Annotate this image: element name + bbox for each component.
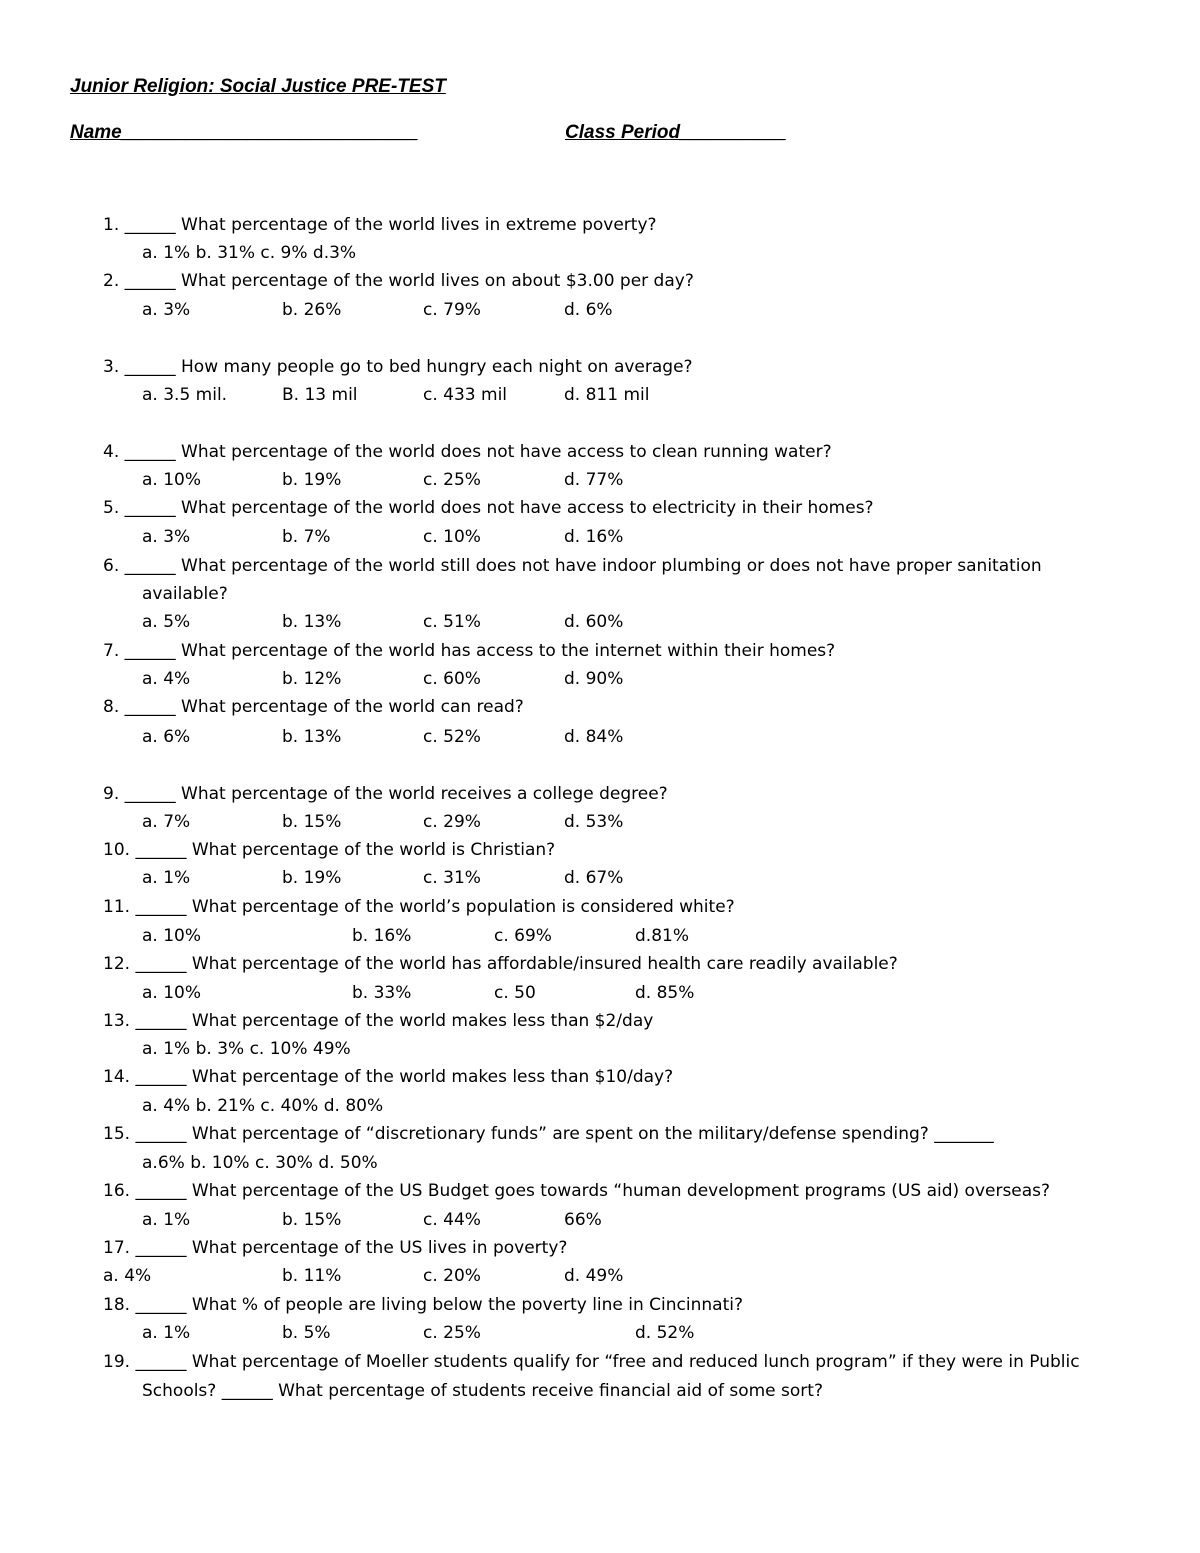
question-17: 17. ______ What percentage of the US lives in poverty? bbox=[103, 1238, 568, 1258]
q17-option-c: c. 20% bbox=[423, 1266, 481, 1286]
q2-option-d: d. 6% bbox=[564, 300, 613, 320]
q11-option-a: a. 10% bbox=[142, 926, 202, 946]
q17-option-b: b. 11% bbox=[282, 1266, 342, 1286]
q16-option-d: 66% bbox=[564, 1210, 602, 1230]
question-13: 13. ______ What percentage of the world makes less than $2/day bbox=[103, 1011, 654, 1031]
q3-option-d: d. 811 mil bbox=[564, 385, 650, 405]
question-19-continued: Schools? ______ What percentage of students receive financial aid of some sort? bbox=[142, 1381, 823, 1401]
q6-option-d: d. 60% bbox=[564, 612, 624, 632]
q8-option-d: d. 84% bbox=[564, 727, 624, 747]
question-1: 1. ______ What percentage of the world lives in extreme poverty? bbox=[103, 215, 657, 235]
class-period-field[interactable]: Class Period__________ bbox=[565, 122, 786, 143]
page-title: Junior Religion: Social Justice PRE-TEST bbox=[70, 76, 446, 97]
q7-option-c: c. 60% bbox=[423, 669, 481, 689]
name-field[interactable]: Name____________________________ bbox=[70, 122, 418, 143]
q9-option-d: d. 53% bbox=[564, 812, 624, 832]
q8-option-b: b. 13% bbox=[282, 727, 342, 747]
q12-option-c: c. 50 bbox=[494, 983, 536, 1003]
q16-option-b: b. 15% bbox=[282, 1210, 342, 1230]
q12-option-d: d. 85% bbox=[635, 983, 695, 1003]
q18-option-b: b. 5% bbox=[282, 1323, 331, 1343]
q5-option-a: a. 3% bbox=[142, 527, 191, 547]
q18-option-c: c. 25% bbox=[423, 1323, 481, 1343]
q9-option-b: b. 15% bbox=[282, 812, 342, 832]
question-2: 2. ______ What percentage of the world lives on about $3.00 per day? bbox=[103, 271, 694, 291]
q8-option-a: a. 6% bbox=[142, 727, 191, 747]
q5-option-d: d. 16% bbox=[564, 527, 624, 547]
q5-option-b: b. 7% bbox=[282, 527, 331, 547]
q2-option-a: a. 3% bbox=[142, 300, 191, 320]
question-16: 16. ______ What percentage of the US Budget goes towards “human development programs (US aid) overseas? bbox=[103, 1181, 1051, 1201]
q11-option-b: b. 16% bbox=[352, 926, 412, 946]
q5-option-c: c. 10% bbox=[423, 527, 481, 547]
question-1-options: a. 1% b. 31% c. 9% d.3% bbox=[142, 243, 357, 263]
question-3: 3. ______ How many people go to bed hungry each night on average? bbox=[103, 357, 693, 377]
question-14: 14. ______ What percentage of the world makes less than $10/day? bbox=[103, 1067, 674, 1087]
q17-option-d: d. 49% bbox=[564, 1266, 624, 1286]
question-6-continued: available? bbox=[142, 584, 228, 604]
q2-option-c: c. 79% bbox=[423, 300, 481, 320]
q4-option-c: c. 25% bbox=[423, 470, 481, 490]
question-4: 4. ______ What percentage of the world does not have access to clean running water? bbox=[103, 442, 832, 462]
q11-option-c: c. 69% bbox=[494, 926, 552, 946]
question-15: 15. ______ What percentage of “discretionary funds” are spent on the military/defense spending? _______ bbox=[103, 1124, 994, 1144]
q2-option-b: b. 26% bbox=[282, 300, 342, 320]
question-18: 18. ______ What % of people are living below the poverty line in Cincinnati? bbox=[103, 1295, 743, 1315]
question-13-options: a. 1% b. 3% c. 10% 49% bbox=[142, 1039, 351, 1059]
question-7: 7. ______ What percentage of the world has access to the internet within their homes? bbox=[103, 641, 836, 661]
q18-option-a: a. 1% bbox=[142, 1323, 191, 1343]
q11-option-d: d.81% bbox=[635, 926, 689, 946]
question-12: 12. ______ What percentage of the world has affordable/insured health care readily available? bbox=[103, 954, 898, 974]
q9-option-a: a. 7% bbox=[142, 812, 191, 832]
question-6: 6. ______ What percentage of the world still does not have indoor plumbing or does not have proper sanitation bbox=[103, 556, 1042, 576]
q10-option-a: a. 1% bbox=[142, 868, 191, 888]
q16-option-a: a. 1% bbox=[142, 1210, 191, 1230]
question-19: 19. ______ What percentage of Moeller students qualify for “free and reduced lunch program” if they were in Public bbox=[103, 1352, 1080, 1372]
q10-option-c: c. 31% bbox=[423, 868, 481, 888]
q6-option-c: c. 51% bbox=[423, 612, 481, 632]
q4-option-a: a. 10% bbox=[142, 470, 202, 490]
question-10: 10. ______ What percentage of the world is Christian? bbox=[103, 840, 556, 860]
q7-option-b: b. 12% bbox=[282, 669, 342, 689]
q6-option-a: a. 5% bbox=[142, 612, 191, 632]
q4-option-d: d. 77% bbox=[564, 470, 624, 490]
q10-option-b: b. 19% bbox=[282, 868, 342, 888]
question-9: 9. ______ What percentage of the world receives a college degree? bbox=[103, 784, 668, 804]
q3-option-a: a. 3.5 mil. bbox=[142, 385, 228, 405]
q10-option-d: d. 67% bbox=[564, 868, 624, 888]
question-11: 11. ______ What percentage of the world’s population is considered white? bbox=[103, 897, 735, 917]
q4-option-b: b. 19% bbox=[282, 470, 342, 490]
q6-option-b: b. 13% bbox=[282, 612, 342, 632]
q9-option-c: c. 29% bbox=[423, 812, 481, 832]
q7-option-a: a. 4% bbox=[142, 669, 191, 689]
q12-option-a: a. 10% bbox=[142, 983, 202, 1003]
question-15-options: a.6% b. 10% c. 30% d. 50% bbox=[142, 1153, 378, 1173]
q18-option-d: d. 52% bbox=[635, 1323, 695, 1343]
q3-option-b: B. 13 mil bbox=[282, 385, 358, 405]
q7-option-d: d. 90% bbox=[564, 669, 624, 689]
q8-option-c: c. 52% bbox=[423, 727, 481, 747]
question-14-options: a. 4% b. 21% c. 40% d. 80% bbox=[142, 1096, 384, 1116]
question-8: 8. ______ What percentage of the world can read? bbox=[103, 697, 524, 717]
q3-option-c: c. 433 mil bbox=[423, 385, 508, 405]
question-5: 5. ______ What percentage of the world does not have access to electricity in their homes? bbox=[103, 498, 874, 518]
q16-option-c: c. 44% bbox=[423, 1210, 481, 1230]
q12-option-b: b. 33% bbox=[352, 983, 412, 1003]
q17-option-a: a. 4% bbox=[103, 1266, 152, 1286]
